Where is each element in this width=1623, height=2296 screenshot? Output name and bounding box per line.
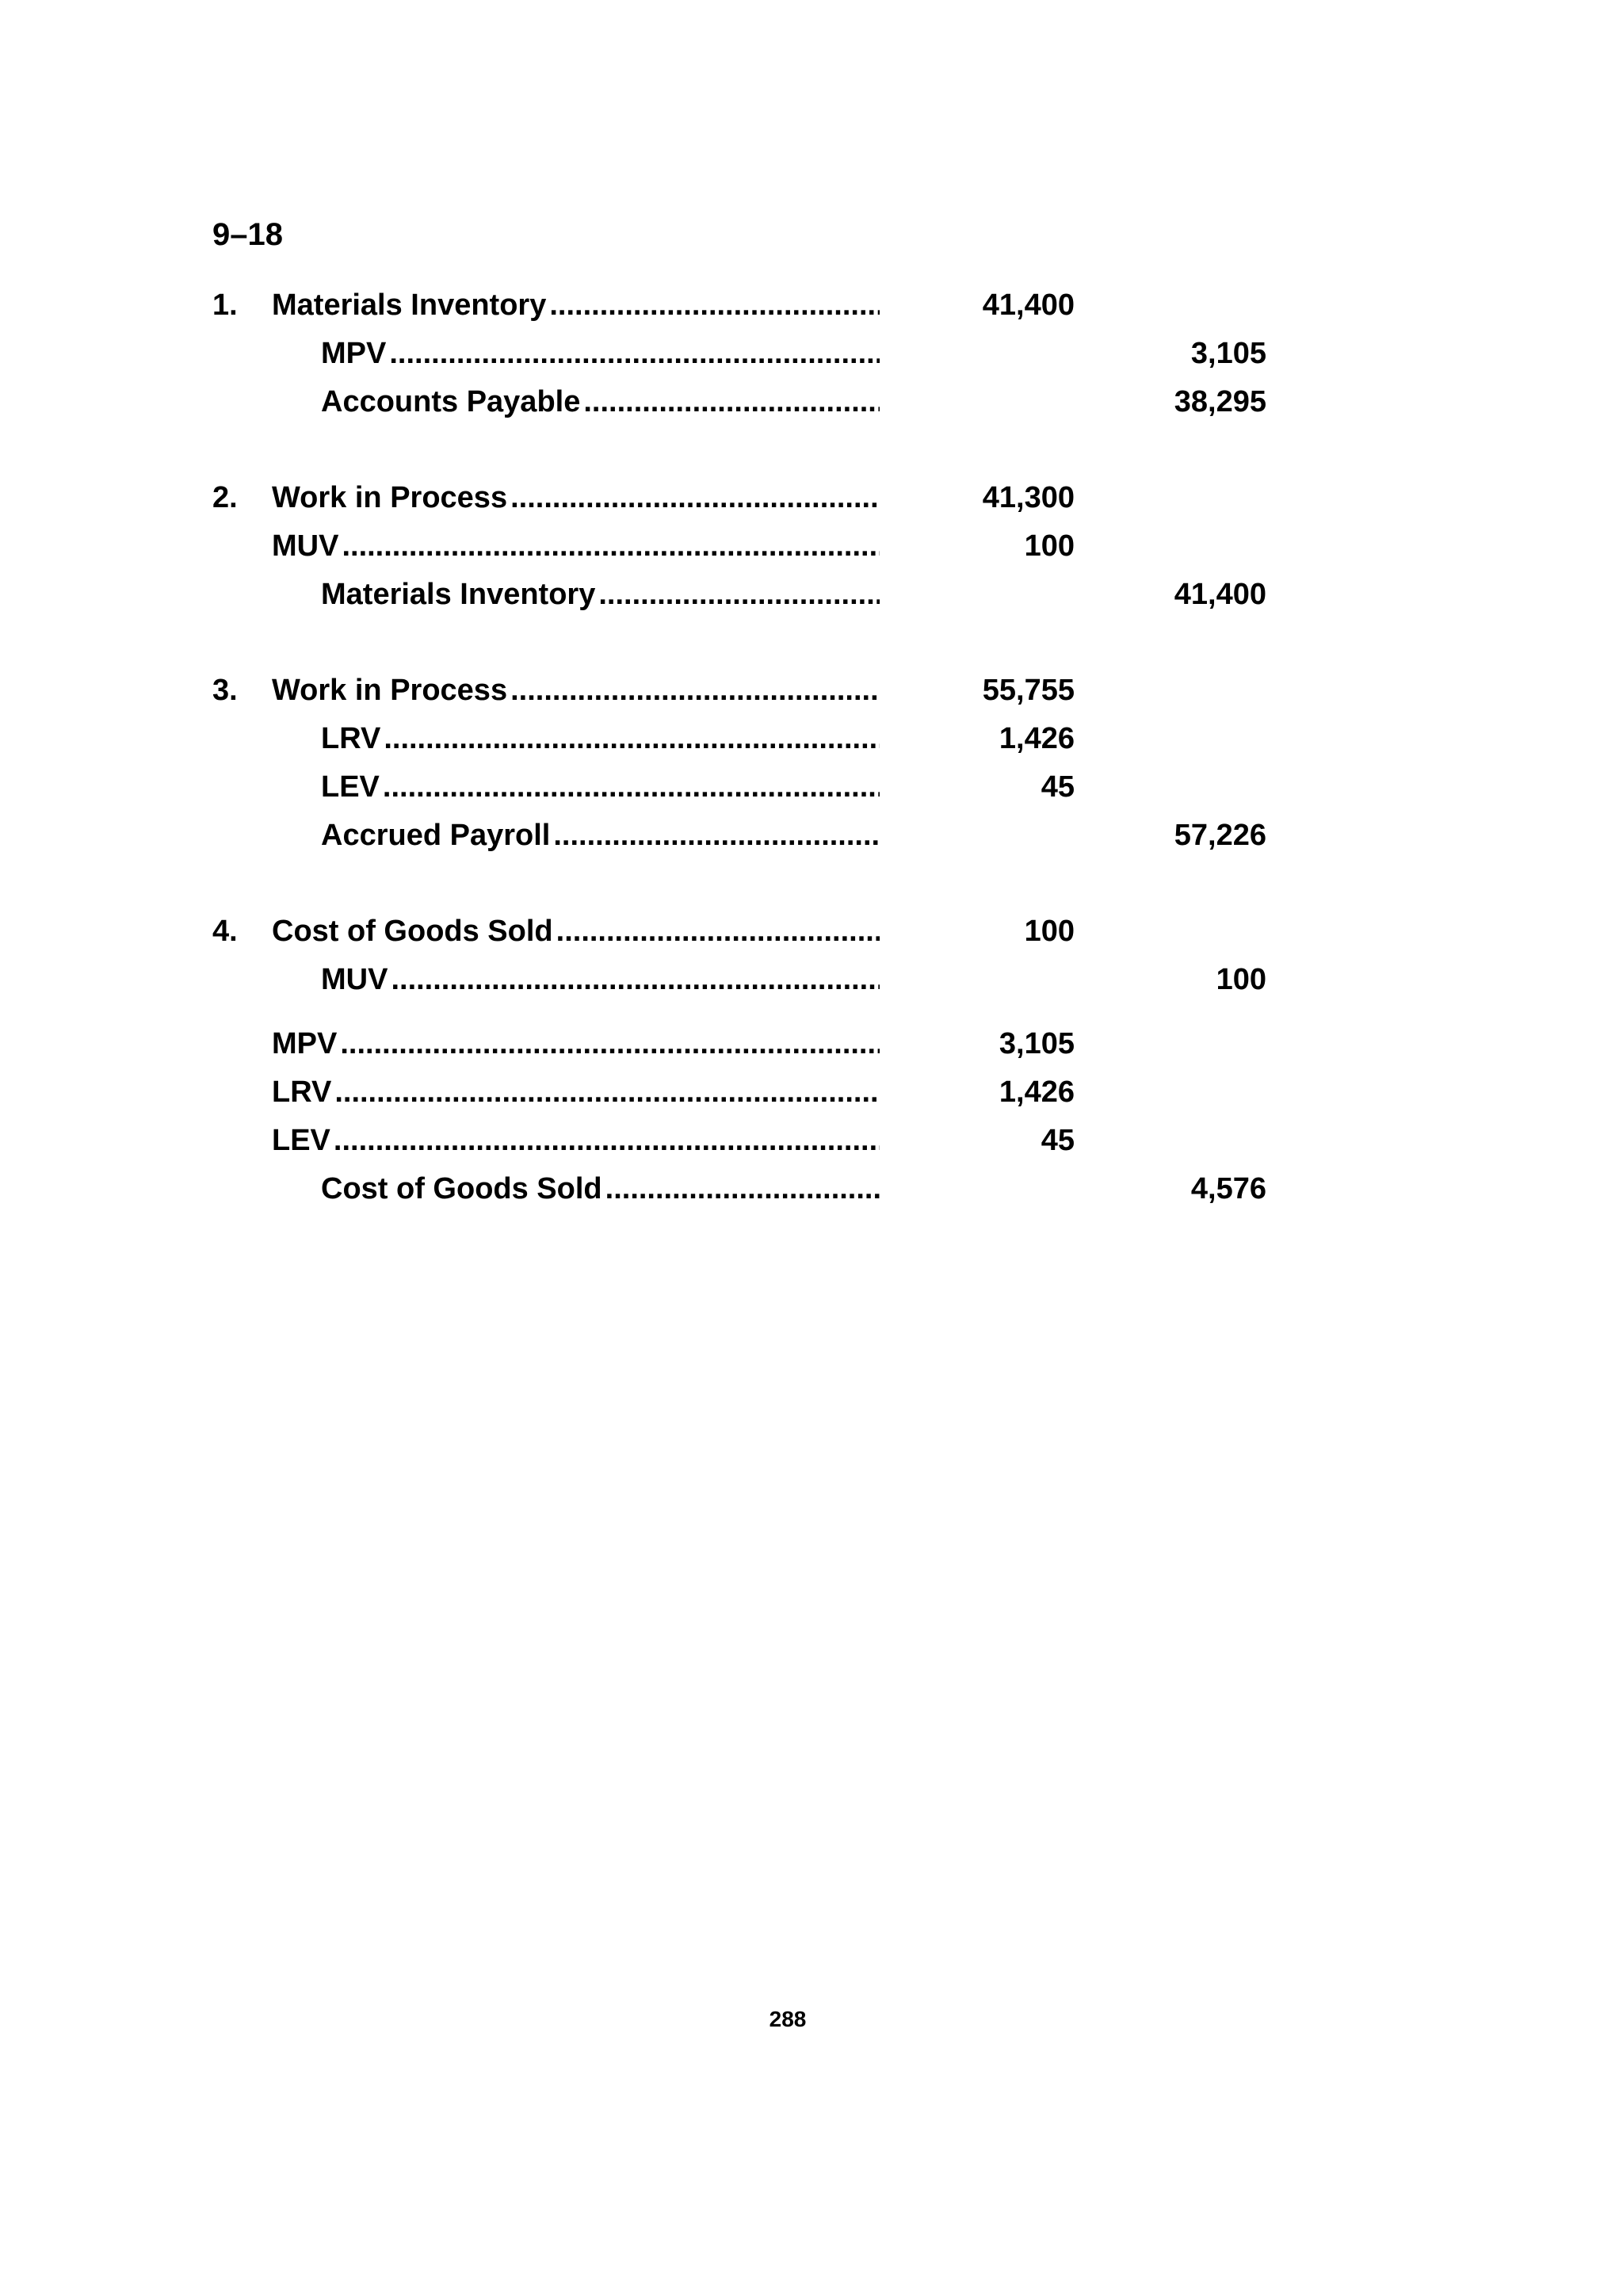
dot-leader: [383, 763, 880, 812]
problem-heading: 9–18: [212, 217, 283, 252]
account-name: LEV: [321, 770, 380, 804]
debit-amount: 41,400: [982, 288, 1075, 322]
dot-leader: [549, 281, 880, 330]
account-name: MPV: [321, 337, 387, 370]
account-debit: [272, 474, 880, 522]
dot-leader: [384, 715, 880, 763]
journal-line: [0, 330, 1623, 378]
account-name: MUV: [321, 963, 388, 996]
dot-leader: [510, 474, 880, 522]
account-credit: [321, 571, 880, 619]
entry-number: 4.: [212, 915, 238, 948]
entry-number: 1.: [212, 288, 238, 322]
journal-line: [0, 763, 1623, 812]
credit-amount: 57,226: [1174, 819, 1266, 852]
account-name: LEV: [272, 1124, 330, 1157]
entry-number: 3.: [212, 674, 238, 707]
journal-line: [0, 522, 1623, 571]
dot-leader: [389, 330, 880, 378]
account-credit: [321, 812, 880, 860]
dot-leader: [556, 907, 880, 956]
page-number: 288: [769, 2007, 807, 2031]
account-debit: [272, 522, 880, 571]
dot-leader: [334, 1068, 880, 1117]
account-name: Materials Inventory: [272, 288, 547, 322]
account-debit: [272, 281, 880, 330]
account-name: Materials Inventory: [321, 578, 596, 611]
dot-leader: [340, 1020, 880, 1068]
journal-line: [0, 812, 1623, 860]
credit-amount: 3,105: [1190, 337, 1266, 370]
account-name: Work in Process: [272, 674, 508, 707]
debit-amount: 3,105: [999, 1027, 1075, 1060]
dot-leader: [510, 667, 880, 715]
journal-line: [0, 715, 1623, 763]
dot-leader: [583, 378, 880, 426]
entry-spacer: [0, 860, 1623, 907]
entry-spacer: [0, 1004, 1623, 1020]
journal-line: [0, 281, 1623, 330]
account-name: LRV: [272, 1075, 332, 1109]
account-debit: [272, 1068, 880, 1117]
journal-line: [0, 1117, 1623, 1165]
dot-leader: [342, 522, 880, 571]
journal-line: [0, 667, 1623, 715]
account-name: Accrued Payroll: [321, 819, 551, 852]
dot-leader: [334, 1117, 880, 1165]
credit-amount: 4,576: [1190, 1172, 1266, 1205]
credit-amount: 38,295: [1174, 385, 1266, 418]
account-name: Accounts Payable: [321, 385, 581, 418]
account-credit: [321, 956, 880, 1004]
journal-line: [0, 1165, 1623, 1213]
journal-entries: [0, 281, 1623, 1213]
account-debit: [272, 1117, 880, 1165]
dot-leader: [391, 956, 880, 1004]
debit-amount: 41,300: [982, 481, 1075, 514]
account-name: MPV: [272, 1027, 338, 1060]
journal-line: [0, 907, 1623, 956]
dot-leader: [598, 571, 880, 619]
journal-line: [0, 1020, 1623, 1068]
account-name: MUV: [272, 529, 339, 563]
account-credit: [321, 378, 880, 426]
account-debit: [321, 763, 880, 812]
debit-amount: 45: [1041, 1124, 1075, 1157]
debit-amount: 45: [1041, 770, 1075, 804]
journal-line: [0, 474, 1623, 522]
dot-leader: [553, 812, 880, 860]
account-credit: [321, 1165, 880, 1213]
journal-line: [0, 1068, 1623, 1117]
debit-amount: 1,426: [999, 1075, 1075, 1109]
account-debit: [321, 715, 880, 763]
entry-spacer: [0, 426, 1623, 474]
account-debit: [272, 1020, 880, 1068]
credit-amount: 41,400: [1174, 578, 1266, 611]
journal-line: [0, 956, 1623, 1004]
account-debit: [272, 667, 880, 715]
credit-amount: 100: [1216, 963, 1266, 996]
debit-amount: 1,426: [999, 722, 1075, 755]
account-name: Cost of Goods Sold: [272, 915, 553, 948]
account-credit: [321, 330, 880, 378]
dot-leader: [605, 1165, 880, 1213]
entry-spacer: [0, 619, 1623, 667]
debit-amount: 55,755: [982, 674, 1075, 707]
debit-amount: 100: [1024, 529, 1075, 563]
account-name: Work in Process: [272, 481, 508, 514]
debit-amount: 100: [1024, 915, 1075, 948]
journal-line: [0, 571, 1623, 619]
account-name: Cost of Goods Sold: [321, 1172, 602, 1205]
entry-number: 2.: [212, 481, 238, 514]
account-name: LRV: [321, 722, 381, 755]
journal-line: [0, 378, 1623, 426]
account-debit: [272, 907, 880, 956]
